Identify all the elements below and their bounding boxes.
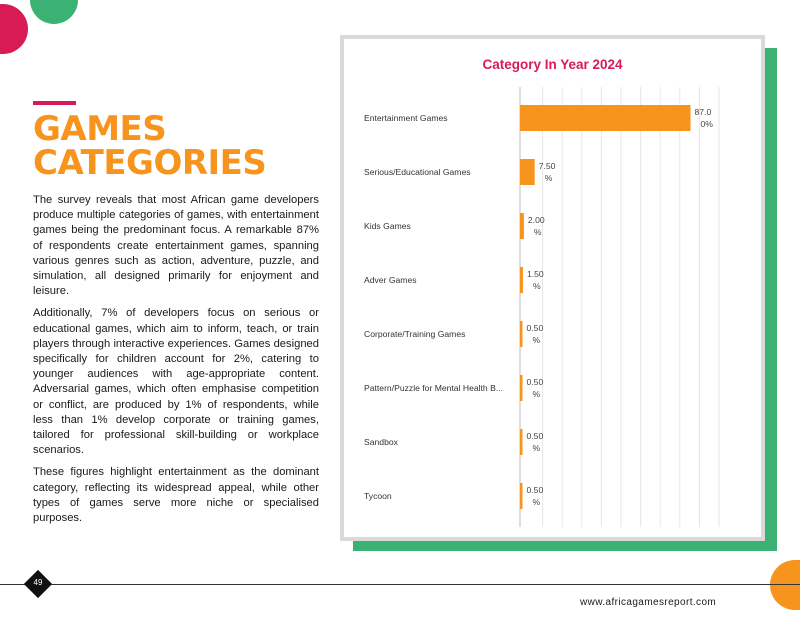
body-paragraph-2: Additionally, 7% of developers focus on serious or educational games, which aim to inform, teach, or train players through interactive experiences. Games designed specifically for children account for 2%, catering to younger audiences with age-appropriate content. Adversarial games, which often emphasise competition or conflict, are produced by 1% of respondents, while less than 1% develop corporate or training games, tailored for professional skill-building or workplace scenarios. xyxy=(33,307,319,457)
bar xyxy=(520,429,523,455)
data-label: 2.00 xyxy=(527,215,545,225)
bar xyxy=(520,375,523,401)
bar xyxy=(520,267,523,293)
data-label: 1.50 xyxy=(526,269,544,279)
category-label: Tycoon xyxy=(364,491,392,501)
chart-title: Category In Year 2024 xyxy=(482,57,623,72)
body-paragraph-1: The survey reveals that most African game developers produce multiple categories of games, with entertainment games being the predominant focus. A remarkable 87% of respondents create entertainment games, spanning various genres such as action, adventure, puzzle, and simulation, all designed primarily for enjoyment and leisure. xyxy=(33,194,319,298)
data-label-unit: % xyxy=(532,335,541,345)
data-label-unit: 0% xyxy=(700,119,713,129)
body-text xyxy=(33,193,319,533)
heading-accent-line xyxy=(33,101,76,105)
page-number: 49 xyxy=(33,578,43,587)
data-label: 0.50 xyxy=(526,377,544,387)
category-bar-chart xyxy=(344,39,761,537)
heading-line-2: CATEGORIES xyxy=(33,143,267,183)
page-heading xyxy=(33,109,267,183)
bar xyxy=(520,213,524,239)
bar xyxy=(520,105,691,131)
data-label-unit: % xyxy=(532,443,541,453)
category-label: Corporate/Training Games xyxy=(364,329,466,339)
data-label-unit: % xyxy=(544,173,553,183)
decorative-orange-semicircle xyxy=(770,560,800,610)
data-label: 7.50 xyxy=(538,161,556,171)
category-label: Serious/Educational Games xyxy=(364,167,471,177)
footer-divider xyxy=(0,584,800,585)
heading-line-1: GAMES xyxy=(33,109,167,149)
data-label: 87.0 xyxy=(694,107,712,117)
bar xyxy=(520,483,523,509)
data-label-unit: % xyxy=(532,497,541,507)
bar xyxy=(520,321,523,347)
category-label: Kids Games xyxy=(364,221,411,231)
data-label: 0.50 xyxy=(526,323,544,333)
data-label-unit: % xyxy=(532,281,541,291)
data-label-unit: % xyxy=(533,227,542,237)
decorative-pink-semicircle xyxy=(0,4,28,54)
category-label: Sandbox xyxy=(364,437,398,447)
decorative-green-semicircle xyxy=(30,0,78,24)
data-label-unit: % xyxy=(532,389,541,399)
category-label: Adver Games xyxy=(364,275,417,285)
bar xyxy=(520,159,535,185)
footer-url: www.africagamesreport.com xyxy=(580,597,717,608)
data-label: 0.50 xyxy=(526,485,544,495)
data-label: 0.50 xyxy=(526,431,544,441)
body-paragraph-3: These figures highlight entertainment as the dominant category, reflecting its widespread appeal, while other types of games serve more niche or specialised purposes. xyxy=(33,466,319,525)
chart-card xyxy=(340,35,765,541)
category-label: Pattern/Puzzle for Mental Health B... xyxy=(364,383,503,393)
category-label: Entertainment Games xyxy=(364,113,448,123)
